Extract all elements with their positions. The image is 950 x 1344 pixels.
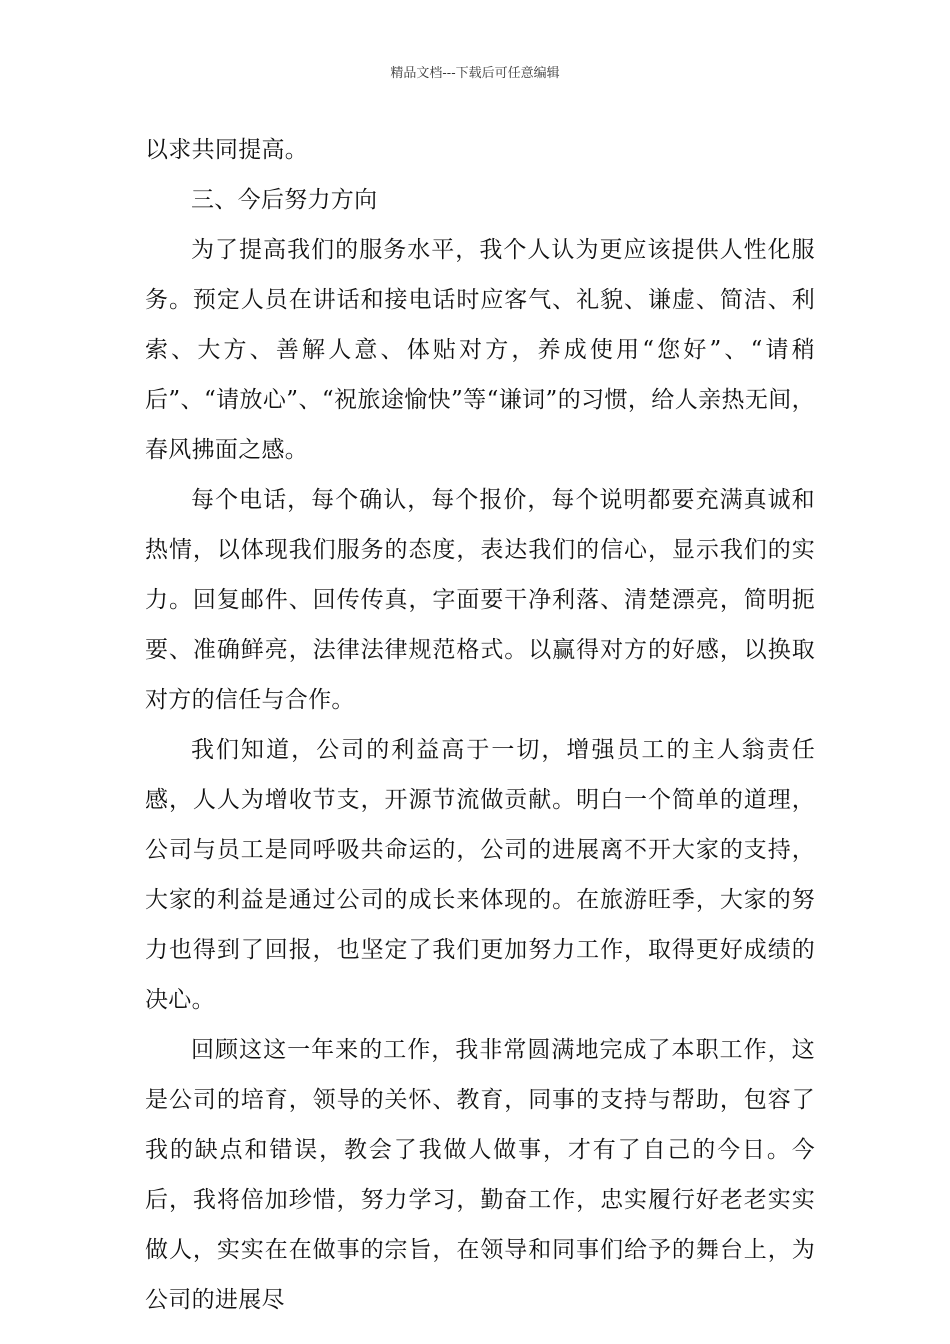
page-header: 精品文档---下载后可任意编辑	[390, 66, 560, 81]
section-heading: 三、今后努力方向	[191, 187, 378, 213]
paragraph: 为了提高我们的服务水平，我个人认为更应该提供人性化服务。预定人员在讲话和接电话时应客气、礼貌、谦虚、简洁、利索、大方、善解人意、体贴对方，养成使用“您好”、“请稍后”、“请放心”、“祝旅途愉快”等“谦词”的习惯，给人亲热无间，春风拂面之感。	[145, 237, 815, 463]
paragraph: 回顾这这一年来的工作，我非常圆满地完成了本职工作，这是公司的培育，领导的关怀、教育，同事的支持与帮助，包容了我的缺点和错误，教会了我做人做事，才有了自己的今日。今后，我将倍加珍惜，努力学习，勤奋工作，忠实履行好老老实实做人，实实在在做事的宗旨，在领导和同事们给予的舞台上，为公司的进展尽	[145, 1037, 815, 1313]
paragraph-continuation: 以求共同提高。	[145, 137, 309, 163]
paragraph: 每个电话，每个确认，每个报价，每个说明都要充满真诚和热情，以体现我们服务的态度，表达我们的信心，显示我们的实力。回复邮件、回传传真，字面要干净利落、清楚漂亮，简明扼要、准确鲜亮，法律法律规范格式。以赢得对方的好感，以换取对方的信任与合作。	[145, 487, 815, 713]
paragraph: 我们知道，公司的利益高于一切，增强员工的主人翁责任感，人人为增收节支，开源节流做贡献。明白一个简单的道理，公司与员工是同呼吸共命运的，公司的进展离不开大家的支持，大家的利益是通过公司的成长来体现的。在旅游旺季，大家的努力也得到了回报，也坚定了我们更加努力工作，取得更好成绩的决心。	[145, 737, 815, 1013]
document-body	[145, 125, 815, 1325]
